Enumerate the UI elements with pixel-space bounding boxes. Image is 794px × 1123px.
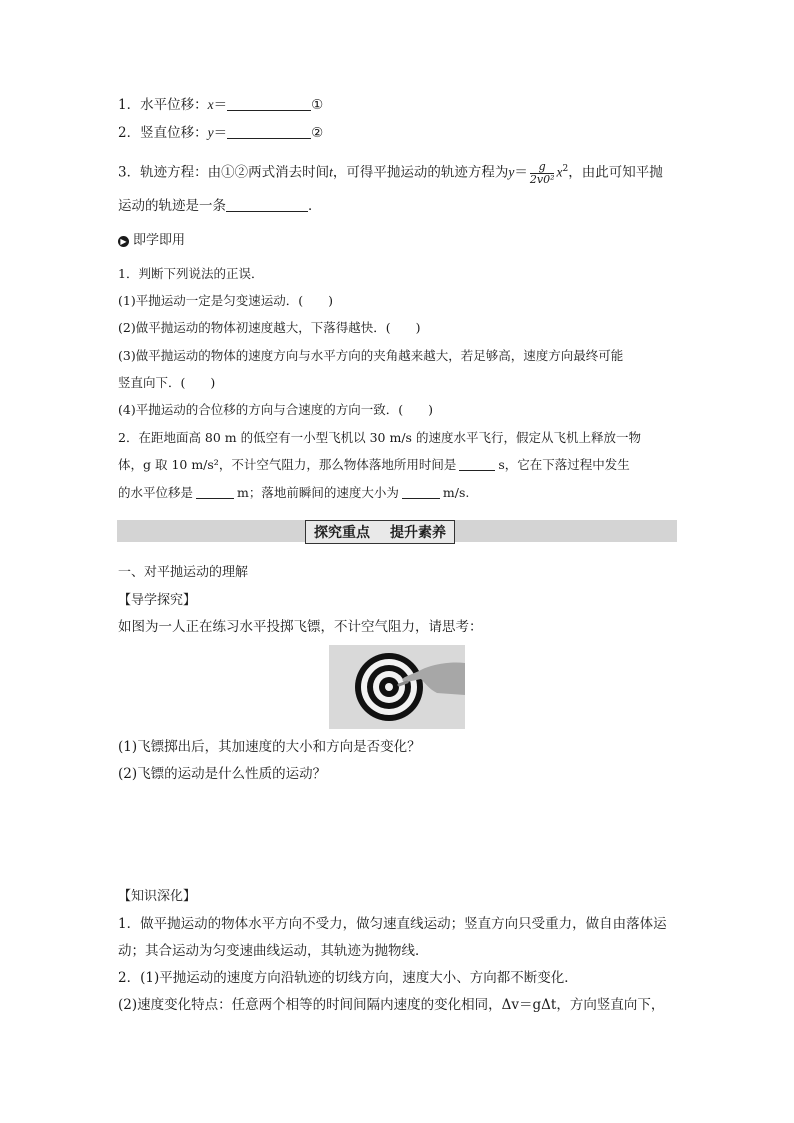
knowledge-1-line-1: 1．做平抛运动的物体水平方向不受力，做匀速直线运动；竖直方向只受重力，做自由落体运 [118, 916, 667, 932]
guide-text: 如图为一人正在练习水平投掷飞镖，不计空气阻力，请思考： [118, 619, 483, 635]
knowledge-label: 【知识深化】 [118, 889, 197, 904]
formula-horizontal-displacement: 1．水平位移：x＝ ① [118, 97, 324, 113]
answer-blank[interactable] [226, 197, 308, 212]
question-1-item-3: (3)做平抛运动的物体的速度方向与水平方向的夹角越来越大，若足够高，速度方向最终可能 [118, 348, 624, 363]
answer-blank[interactable] [459, 456, 495, 471]
answer-blank[interactable] [227, 96, 311, 111]
guide-question-2: (2)飞镖的运动是什么性质的运动？ [118, 766, 327, 782]
question-2-line-1: 2．在距地面高 80 m 的低空有一小型飞机以 30 m/s 的速度水平飞行，假定从飞机上释放一物 [118, 430, 641, 445]
trajectory-conclusion: 运动的轨迹是一条 ． [118, 198, 322, 214]
banner-left-label: 探究重点 [314, 525, 370, 541]
knowledge-2-line-2: (2)速度变化特点：任意两个相等的时间间隔内速度的变化相同，Δv＝gΔt，方向竖直向下， [118, 997, 665, 1013]
dartboard-photo [329, 645, 465, 729]
question-1-intro: 1．判断下列说法的正误． [118, 266, 264, 281]
fraction: $\frac{g}{\text{2v0²}}$ [529, 159, 555, 186]
answer-blank[interactable] [227, 124, 311, 139]
section-banner [305, 520, 455, 544]
guide-question-1: (1)飞镖掷出后，其加速度的大小和方向是否变化？ [118, 739, 421, 755]
dartboard-with-hand-icon [329, 645, 465, 729]
question-2-line-3: 的水平位移是 m；落地前瞬间的速度大小为 m/s. [118, 485, 470, 500]
knowledge-1-line-2: 动；其合运动为匀变速曲线运动，其轨迹为抛物线． [118, 943, 429, 959]
guide-label: 【导学探究】 [118, 593, 197, 608]
practice-heading: ▶ 即学即用 [118, 232, 185, 250]
banner-right-label: 提升素养 [390, 525, 446, 541]
answer-blank[interactable] [196, 484, 234, 499]
question-2-line-2: 体，g 取 10 m/s²，不计空气阻力，那么物体落地所用时间是 s，它在下落过程中发生 [118, 457, 630, 472]
play-bullet-icon: ▶ [118, 236, 129, 247]
answer-blank[interactable] [402, 484, 440, 499]
formula-vertical-displacement: 2．竖直位移：y＝ ② [118, 125, 324, 141]
knowledge-2-line-1: 2．(1)平抛运动的速度方向沿轨迹的切线方向，速度大小、方向都不断变化． [118, 970, 578, 986]
formula-trajectory-equation: 3．轨迹方程：由①②两式消去时间t，可得平抛运动的轨迹方程为y＝ $\frac{g}{\text{2v0²}}$ $x^2$，由此可知平抛 [118, 159, 663, 186]
question-1-item-1: (1)平抛运动一定是匀变速运动．( ) [118, 293, 333, 308]
section-title: 一、对平抛运动的理解 [118, 565, 249, 580]
question-1-item-3-cont: 竖直向下．( ) [118, 375, 216, 390]
question-1-item-2: (2)做平抛运动的物体初速度越大，下落得越快．( ) [118, 320, 421, 335]
question-1-item-4: (4)平抛运动的合位移的方向与合速度的方向一致．( ) [118, 402, 433, 417]
